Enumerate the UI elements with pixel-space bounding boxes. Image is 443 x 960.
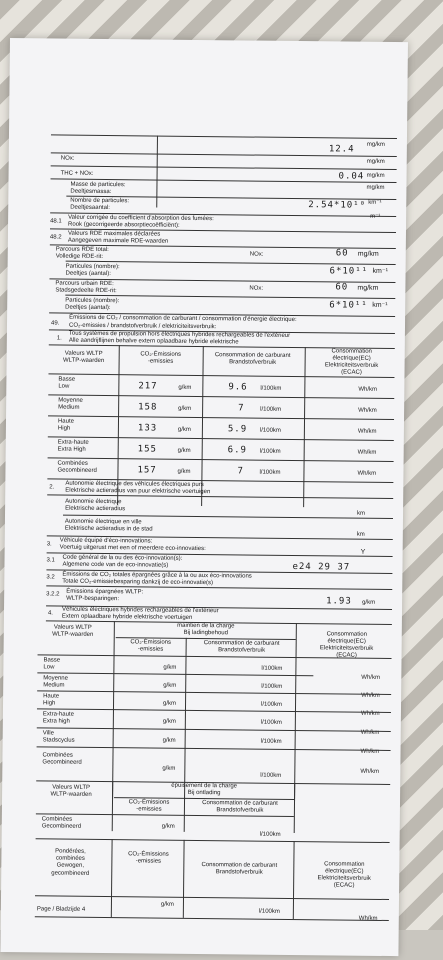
wltp1-row-u1: g/km — [178, 384, 192, 391]
section-48-1-nl: Rook (gecorrigeerde absorptiecoëfficiënt): — [68, 221, 180, 229]
wltp-savings-value: 1.93 — [326, 596, 352, 607]
wltp2-header-values: Valeurs WLTP WLTP-waarden — [52, 624, 94, 639]
wltp1-row-fr: Combinées — [57, 460, 88, 467]
wltp4-header-fuel: Consommation de carburant Brandstofverbruik — [201, 862, 278, 876]
wltp2-row-fr: Moyenne — [43, 675, 69, 682]
rule — [48, 415, 394, 420]
wltp1-row-u3: Wh/km — [357, 428, 377, 435]
rule — [111, 839, 113, 917]
wltp4-u1: g/km — [160, 901, 174, 908]
section-48-2-fr: Valeurs RDE maximales déclarées — [67, 230, 161, 238]
wltp2-row-u2: l/100km — [261, 701, 283, 708]
wltp4-header-co2: CO₂-Émissions -emissies — [128, 851, 169, 865]
particle-num-nl: Deeltjesaantal: — [70, 204, 110, 212]
section-3-num: 3. — [46, 541, 52, 548]
wltp2-row-u2: l/100km — [260, 738, 282, 745]
wltp2-row-u3: Wh/km — [360, 748, 380, 755]
rule — [35, 895, 389, 900]
wltp1-row-nl: Gecombineerd — [57, 467, 97, 474]
eco-innovation-code: e24 29 37 — [292, 561, 351, 573]
wltp2-header-fuel: Consommation de carburant Brandstofverbruik — [203, 640, 280, 654]
wltp2-row-fr: Haute — [43, 693, 60, 700]
rde-total-nox-value: 60 — [335, 248, 349, 259]
rule — [37, 727, 391, 732]
wltp1-row-co2: 157 — [137, 465, 157, 476]
section-3-2-nl: Totale CO₂-emissiebesparing dankzij de eco-innovatie(s) — [62, 578, 214, 587]
rde-urban-part-value: 6*10¹¹ — [329, 300, 368, 311]
wltp1-row-fr: Extra-haute — [57, 439, 89, 446]
wltp2-row-u3: Wh/km — [360, 768, 380, 775]
section-48-2-num: 48.2 — [49, 234, 62, 241]
wltp4-u3: Wh/km — [358, 915, 378, 922]
wltp4-u2: l/100km — [258, 908, 280, 915]
rde-total-part-fr: Particules (nombre): — [65, 263, 120, 271]
section-3-2-2-fr: Émissions épargnées WLTP: — [66, 588, 144, 596]
section-48-1-fr: Valeur corrigée du coefficient d'absorption des fumées: — [68, 214, 214, 223]
wltp2-row-nl: Extra high — [42, 718, 70, 725]
rule — [303, 347, 306, 507]
value-co: 12.4 — [328, 144, 355, 155]
section-49-1-fr: Tous systèmes de propulsion hors électriques hybrides rechargeables de l'extérieur — [68, 330, 291, 339]
wltp2-row-u1: g/km — [163, 664, 177, 671]
wltp1-row-co2: 133 — [137, 423, 158, 434]
section-2-nl: Elektrische actieradius van puur elektrische voertuigen — [65, 487, 211, 496]
autonomy-fr: Autonomie électrique — [65, 498, 122, 506]
rde-total-part-value: 6*10¹¹ — [329, 266, 369, 277]
rule — [51, 134, 397, 139]
document-page — [0, 38, 408, 956]
rule — [37, 690, 391, 695]
rde-urban-fr: Parcours urbain RDE: — [55, 280, 114, 288]
rde-total-part-unit: km⁻¹ — [372, 267, 388, 275]
rule — [294, 783, 296, 833]
rde-urban-part-fr: Particules (nombre): — [65, 297, 120, 305]
wltp1-row-u2: l/100km — [259, 427, 281, 434]
wltp2-row-u1: g/km — [162, 718, 176, 725]
rde-urban-nox-unit: mg/km — [357, 284, 379, 292]
wltp2-row-u3: Wh/km — [361, 692, 380, 699]
rule — [37, 708, 391, 713]
label-nox: NOx: — [60, 155, 75, 162]
wltp1-row-u1: g/km — [178, 405, 192, 412]
section-49-1-num: 1. — [56, 335, 62, 342]
particle-num-value: 2.54*10¹⁰ — [308, 200, 367, 211]
wltp1-row-u1: g/km — [177, 426, 191, 433]
wltp2-row-u1: g/km — [163, 700, 177, 707]
particle-mass-nl: Deeltjesmassa: — [70, 188, 112, 196]
rule — [35, 916, 389, 921]
wltp3-header-values: Valeurs WLTP WLTP-waarden — [50, 784, 92, 799]
rde-total-nl: Volledige RDE-rit: — [55, 253, 104, 260]
wltp1-row-u3: Wh/km — [358, 386, 378, 393]
section-4-num: 4. — [47, 610, 54, 617]
section-2-fr: Autonomie électrique des véhicules électriques purs — [65, 480, 204, 489]
section-3-1-fr: Code général de la ou des éco-innovation(s): — [62, 554, 183, 562]
particle-mass-fr: Masse de particules: — [70, 181, 126, 189]
section-48-1-unit: m⁻¹ — [370, 213, 381, 220]
rule — [51, 165, 397, 170]
rule — [183, 840, 185, 918]
value-thc-nox: 0.04 — [338, 171, 365, 182]
wltp2-row-nl: Medium — [43, 682, 65, 689]
wltp2-row-u1: g/km — [162, 765, 176, 772]
wltp1-row-nl: Low — [58, 383, 70, 390]
autonomy-city-fr: Autonomie électrique en ville — [64, 518, 142, 526]
rde-urban-part-unit: km⁻¹ — [372, 301, 388, 309]
wltp2-header-elec: Consommation électrique(EC) Elektriciteitsverbruik (ECAC) — [319, 631, 374, 659]
wltp1-row-fuel: 5.9 — [227, 424, 248, 435]
wltp1-row-u2: l/100km — [259, 448, 281, 455]
wltp2-row-u2: l/100km — [260, 772, 282, 779]
wltp1-header-elec: Consommation électrique(EC) Elektriciteitsverbruik (ECAC) — [324, 348, 379, 376]
wltp1-row-fuel: 7 — [237, 466, 244, 477]
rule — [36, 838, 390, 843]
wltp2-row-u1: g/km — [162, 737, 176, 744]
section-49-num: 49. — [50, 320, 60, 327]
rde-total-nox-unit: mg/km — [357, 250, 379, 258]
section-3-2-num: 3.2 — [46, 574, 55, 581]
section-3-value: Y — [360, 548, 366, 556]
wltp1-row-fr: Moyenne — [58, 397, 83, 404]
particle-num-fr: Nombre de particules: — [70, 197, 130, 205]
wltp3-header-co2: CO₂-Émissions -emissies — [128, 799, 170, 813]
wltp2-row-u3: Wh/km — [360, 729, 380, 736]
wltp2-header-maintain: maintien de la charge Bij ladingbehoud — [177, 622, 235, 637]
wltp1-row-u2: l/100km — [260, 385, 282, 392]
wltp2-row-u1: g/km — [163, 682, 177, 689]
section-3-fr: Véhicule équipé d'éco-innovations: — [59, 537, 153, 545]
wltp1-row-u1: g/km — [177, 447, 191, 454]
wltp1-row-co2: 217 — [138, 381, 158, 392]
section-3-2-2-num: 3.2.2 — [46, 591, 60, 598]
autonomy-city-nl: Elektrische actieradius in de stad — [64, 525, 153, 533]
wltp1-row-u2: l/100km — [259, 469, 281, 476]
wltp2-row-u3: Wh/km — [360, 710, 380, 717]
wltp1-header-values: Valeurs WLTP WLTP-waarden — [62, 350, 105, 365]
rule — [37, 672, 313, 676]
rule — [37, 746, 391, 751]
rule — [48, 394, 394, 399]
section-49-1-nl: Alle aandrijflijnen behalve extern oplaadbare hybride elektrische — [68, 337, 239, 346]
wltp1-row-u3: Wh/km — [357, 449, 377, 456]
rde-total-nox-label: NOx: — [249, 251, 264, 258]
section-3-1-nl: Algemene code van de eco-innovatie(s) — [62, 561, 169, 569]
wltp1-header-co2: CO₂-Émissions -emissies — [140, 351, 182, 365]
wltp-savings-unit: g/km — [362, 599, 376, 606]
wltp2-row-u2: l/100km — [261, 683, 283, 690]
section-4-fr: Véhicules électriques hybrides rechargeables de l'extérieur — [61, 606, 219, 615]
wltp3-header-depletion: épuisement de la charge Bij ontlading — [171, 782, 238, 797]
rule — [48, 457, 394, 462]
section-48-1-num: 48.1 — [50, 218, 62, 225]
wltp2-row-u2: l/100km — [260, 719, 282, 726]
rde-urban-part-nl: Deeltjes (aantal): — [65, 304, 111, 312]
particle-num-unit: km⁻¹ — [368, 199, 382, 206]
wltp2-row-fr: Combinées — [42, 752, 73, 759]
rde-urban-nox-value: 60 — [335, 282, 349, 293]
wltp1-row-fr: Haute — [57, 418, 75, 425]
wltp1-row-u2: l/100km — [260, 406, 282, 413]
wltp3-header-fuel: Consommation de carburant Brandstofverbruik — [202, 800, 278, 814]
section-2-num: 2. — [49, 484, 55, 491]
unit-co: mg/km — [366, 141, 385, 148]
wltp2-row-fr: Ville — [42, 730, 54, 737]
page-number: Page / Bladzijde 4 — [36, 906, 86, 913]
wltp4-header-elec: Consommation électrique(EC) Elektriciteitsverbruik (ECAC) — [317, 861, 371, 889]
label-thc-nox: THC + NOx: — [60, 170, 94, 177]
unit-thc-nox: mg/km — [366, 172, 385, 179]
particle-mass-unit: mg/km — [366, 184, 385, 191]
wltp1-row-co2: 155 — [137, 444, 158, 455]
rule — [293, 841, 295, 919]
section-3-nl: Voertuig uitgerust met een of meerdere eco-innovaties: — [59, 544, 206, 553]
section-49-nl: CO₂-emissies / brandstofverbruik / elektriciteitsverbruik: — [68, 322, 217, 331]
wltp1-row-fuel: 6.9 — [227, 445, 248, 456]
section-3-2-fr: Émissions de CO₂ totales épargnées grâce à la ou aux éco-innovations — [62, 571, 252, 580]
autonomy-city-unit: km — [356, 531, 365, 538]
section-49-fr: Émissions de CO₂ / consommation de carburant / consommation d'énergie électrique: — [69, 314, 297, 324]
section-3-2-2-nl: WLTP-besparingen: — [66, 595, 120, 603]
wltp1-row-nl: High — [57, 425, 71, 432]
wltp2-row-fr: Basse — [43, 657, 61, 664]
wltp1-row-u3: Wh/km — [357, 470, 377, 477]
wltp2-header-co2: CO₂-Émissions -emissies — [130, 639, 172, 653]
rule — [184, 638, 187, 800]
section-48-2-nl: Aangegeven maximale RDE-waarden — [67, 237, 169, 245]
wltp3-row-u1: g/km — [161, 823, 175, 830]
wltp1-row-co2: 158 — [138, 402, 158, 413]
wltp2-row-u2: l/100km — [261, 665, 283, 672]
rde-total-part-nl: Deeltjes (aantal): — [65, 270, 111, 278]
autonomy-nl: Elektrische actieradius — [65, 505, 126, 513]
wltp2-row-nl: Low — [43, 664, 55, 671]
wltp3-row-fr: Combinées — [41, 816, 73, 823]
wltp2-row-nl: High — [43, 700, 56, 707]
rde-urban-nox-label: NOx: — [249, 285, 264, 292]
wltp1-row-u1: g/km — [177, 468, 191, 475]
wltp1-row-fr: Basse — [58, 376, 76, 383]
wltp1-row-nl: Medium — [58, 404, 80, 411]
wltp4-label: Pondérées, combinées Gewogen, gecombineerd — [51, 848, 90, 877]
wltp2-row-u3: Wh/km — [361, 674, 381, 681]
autonomy-unit: km — [357, 510, 366, 517]
rule — [48, 436, 394, 441]
wltp2-row-nl: Gecombineerd — [42, 759, 82, 766]
unit-nox: mg/km — [366, 158, 385, 165]
wltp1-row-u3: Wh/km — [358, 407, 377, 414]
wltp3-row-nl: Gecombineerd — [41, 823, 82, 830]
rde-total-fr: Parcours RDE total: — [55, 246, 109, 254]
section-4-nl: Extern oplaadbare hybride elektrische voertuigen — [61, 613, 193, 621]
wltp1-row-fuel: 9.6 — [228, 382, 248, 393]
wltp3-row-u2: l/100km — [259, 831, 281, 838]
wltp1-row-nl: Extra High — [57, 446, 86, 453]
wltp1-row-fuel: 7 — [238, 403, 245, 414]
wltp2-row-fr: Extra-haute — [42, 711, 74, 718]
wltp1-header-fuel: Consommation de carburant Brandstofverbruik — [214, 352, 291, 366]
section-3-1-num: 3.1 — [46, 557, 55, 564]
rde-urban-nl: Stadsgedeelte RDE-rit: — [55, 287, 117, 295]
wltp2-row-nl: Stadscyclus — [42, 737, 75, 744]
